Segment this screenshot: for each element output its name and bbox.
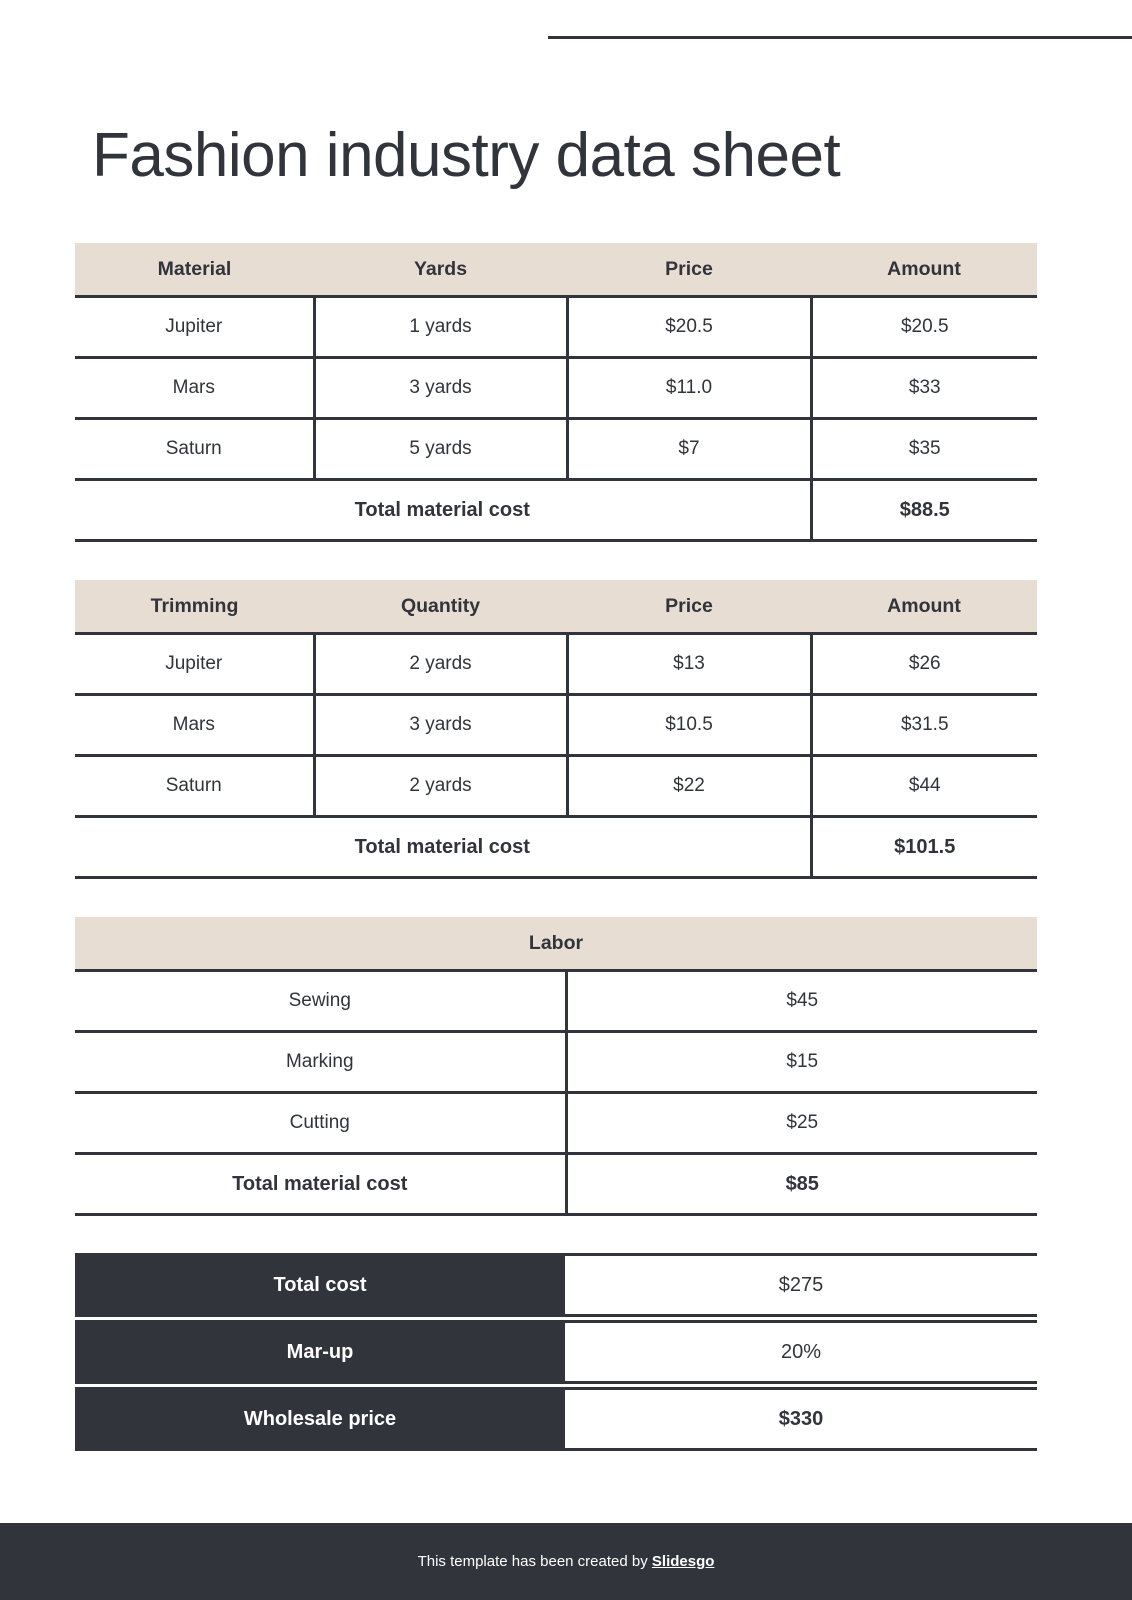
table-row (75, 419, 1037, 480)
table-total-row (75, 1154, 1037, 1215)
summary-value-total-cost: $275 (565, 1253, 1037, 1317)
summary-row (75, 1387, 1037, 1451)
footer-bar (0, 1523, 1132, 1600)
cell-trimming-price: $10.5 (567, 695, 811, 756)
cell-material-yards: 1 yards (314, 297, 567, 358)
column-header-material: Material (75, 243, 314, 297)
total-value: $88.5 (811, 480, 1037, 541)
cell-trimming-amount: $31.5 (811, 695, 1037, 756)
column-header-price: Price (567, 243, 811, 297)
table-header-row (75, 917, 1037, 971)
table-row (75, 1032, 1037, 1093)
cell-material-yards: 3 yards (314, 358, 567, 419)
cell-material-name: Jupiter (75, 297, 314, 358)
cell-material-price: $7 (567, 419, 811, 480)
column-header-amount: Amount (811, 580, 1037, 634)
cell-labor-name: Sewing (75, 971, 566, 1032)
column-header-labor: Labor (75, 917, 1037, 971)
total-label: Total material cost (75, 480, 811, 541)
cell-trimming-quantity: 2 yards (314, 634, 567, 695)
cell-labor-amount: $25 (566, 1093, 1037, 1154)
column-header-quantity: Quantity (314, 580, 567, 634)
cell-material-amount: $20.5 (811, 297, 1037, 358)
table-row (75, 1093, 1037, 1154)
trimming-table (75, 580, 1037, 879)
column-header-yards: Yards (314, 243, 567, 297)
summary-value-mar-up: 20% (565, 1320, 1037, 1384)
table-row (75, 756, 1037, 817)
summary-label-wholesale-price: Wholesale price (75, 1387, 565, 1451)
top-rule-decoration (548, 36, 1132, 39)
cell-trimming-quantity: 2 yards (314, 756, 567, 817)
total-label: Total material cost (75, 817, 811, 878)
cell-trimming-name: Mars (75, 695, 314, 756)
table-row (75, 695, 1037, 756)
cell-trimming-quantity: 3 yards (314, 695, 567, 756)
table-row (75, 634, 1037, 695)
summary-table (75, 1250, 1037, 1454)
cell-labor-amount: $45 (566, 971, 1037, 1032)
cell-labor-name: Cutting (75, 1093, 566, 1154)
cell-material-price: $20.5 (567, 297, 811, 358)
slidesgo-link[interactable]: Slidesgo (651, 1553, 715, 1570)
page-title: Fashion industry data sheet (92, 121, 841, 190)
cell-material-price: $11.0 (567, 358, 811, 419)
summary-row (75, 1320, 1037, 1384)
total-label: Total material cost (75, 1154, 566, 1215)
cell-material-name: Saturn (75, 419, 314, 480)
labor-table (75, 917, 1037, 1216)
total-value: $101.5 (811, 817, 1037, 878)
footer-credit-prefix: This template has been created by (417, 1553, 652, 1570)
cell-labor-amount: $15 (566, 1032, 1037, 1093)
cell-trimming-amount: $26 (811, 634, 1037, 695)
total-value: $85 (566, 1154, 1037, 1215)
cell-material-name: Mars (75, 358, 314, 419)
table-total-row (75, 480, 1037, 541)
cell-trimming-price: $13 (567, 634, 811, 695)
column-header-amount: Amount (811, 243, 1037, 297)
cell-trimming-name: Jupiter (75, 634, 314, 695)
footer-credit (418, 1553, 715, 1570)
cell-material-yards: 5 yards (314, 419, 567, 480)
cell-trimming-price: $22 (567, 756, 811, 817)
column-header-trimming: Trimming (75, 580, 314, 634)
cell-trimming-name: Saturn (75, 756, 314, 817)
summary-row (75, 1253, 1037, 1317)
summary-value-wholesale-price: $330 (565, 1387, 1037, 1451)
table-total-row (75, 817, 1037, 878)
column-header-price: Price (567, 580, 811, 634)
table-row (75, 358, 1037, 419)
summary-label-mar-up: Mar-up (75, 1320, 565, 1384)
table-header-row (75, 243, 1037, 297)
summary-label-total-cost: Total cost (75, 1253, 565, 1317)
material-table (75, 243, 1037, 542)
table-row (75, 971, 1037, 1032)
cell-trimming-amount: $44 (811, 756, 1037, 817)
cell-material-amount: $35 (811, 419, 1037, 480)
table-header-row (75, 580, 1037, 634)
table-row (75, 297, 1037, 358)
cell-labor-name: Marking (75, 1032, 566, 1093)
cell-material-amount: $33 (811, 358, 1037, 419)
